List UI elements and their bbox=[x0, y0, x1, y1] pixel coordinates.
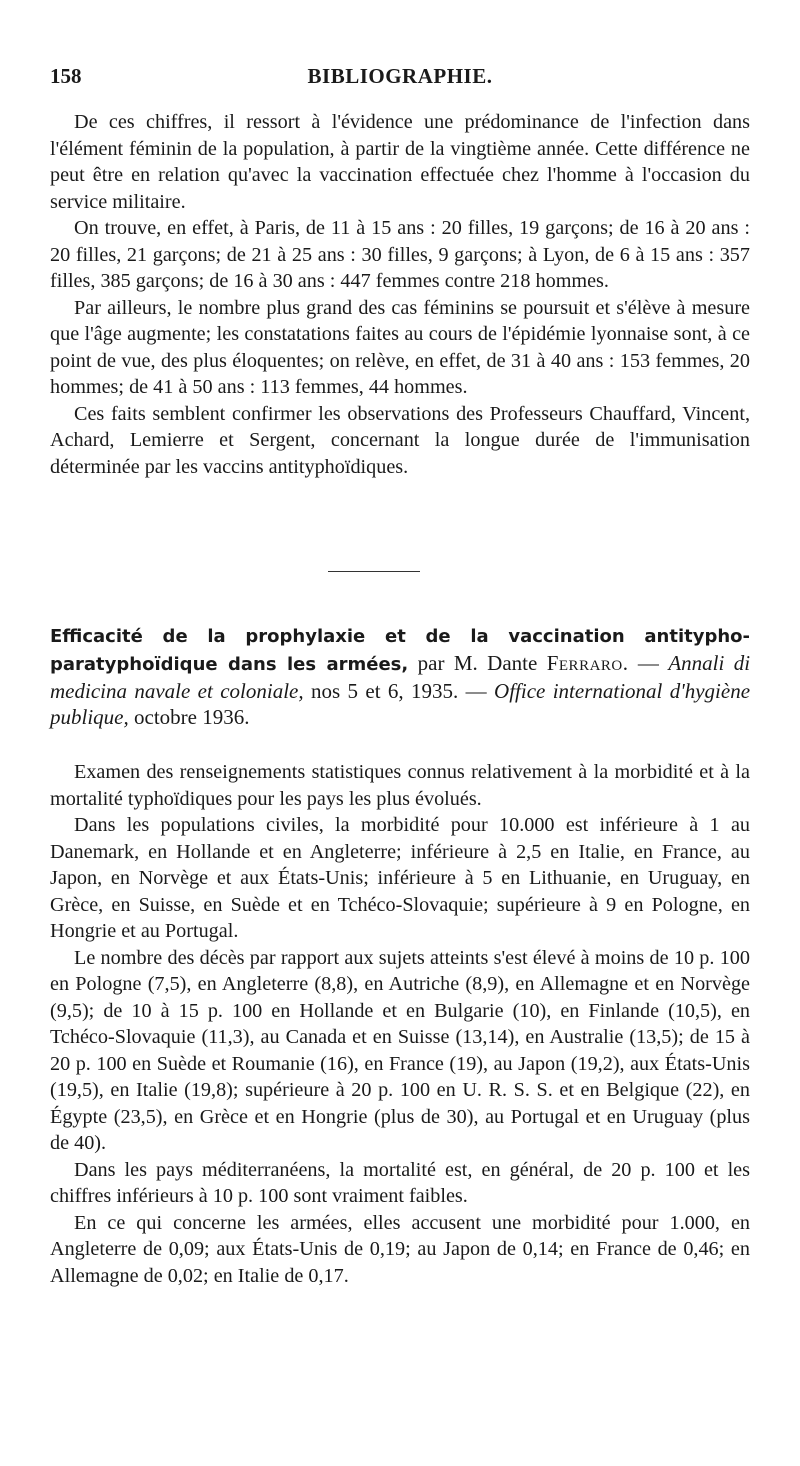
publication-date: octobre 1936. bbox=[134, 705, 250, 729]
journal-issue: nos 5 et 6, 1935. bbox=[310, 679, 459, 703]
paragraph: Examen des renseignements statistiques connus relativement à la morbidité et à la mortalité typhoïdiques pour les pays les plus évolués. bbox=[50, 761, 750, 810]
paragraph: Le nombre des décès par rapport aux sujets atteints s'est élevé à moins de 10 p. 100 en Pologne (7,5), en Angleterre (8,8), en Autriche (8,9), en Allemagne et en Norvège (9,5); de 10 à 15 p. 100 en Hollande et en Bulgarie (10), en Finlande (10,5), en Tchéco-Slovaquie (11,3), au Canada et en Suisse (13,14), en Australie (13,5); de 15 à 20 p. 100 en Suède et Roumanie (16), en France (19), au Japon (19,2), aux États-Unis (19,5), en Italie (19,8); supérieure à 20 p. 100 en U. R. S. S. et en Belgique (22), en Égypte (23,5), en Grèce et en Hongrie (plus de 30), au Portugal et en Uruguay (plus de 40). bbox=[50, 946, 750, 1154]
section-divider bbox=[328, 571, 420, 572]
page-number: 158 bbox=[50, 64, 82, 88]
running-title: BIBLIOGRAPHIE. bbox=[307, 64, 493, 88]
dash: — bbox=[637, 651, 659, 675]
paragraph: Par ailleurs, le nombre plus grand des cas féminins se poursuit et s'élève à mesure que l'âge augmente; les constatations faites au cours de l'épidémie lyonnaise sont, à ce point de vue, des plus éloquentes; on relève, en effet, de 31 à 40 ans : 153 femmes, 20 hommes; de 41 à 50 ans : 113 femmes, 44 hommes. bbox=[50, 296, 750, 398]
review-continuation bbox=[50, 109, 750, 480]
journal-name: Annali di medicina navale et coloniale, bbox=[50, 651, 751, 703]
citation bbox=[50, 622, 750, 730]
dash: — bbox=[465, 679, 487, 703]
review-body bbox=[50, 759, 750, 1289]
publisher-name: Office international d'hygiène publique, bbox=[50, 679, 751, 729]
paragraph: On trouve, en effet, à Paris, de 11 à 15 ans : 20 filles, 19 garçons; de 16 à 20 ans : 20 filles, 21 garçons; de 21 à 25 ans : 30 filles, 9 garçons; à Lyon, de 6 à 15 ans : 357 filles, 385 garçons; de 16 à 30 ans : 447 femmes contre 218 hommes. bbox=[50, 217, 750, 292]
author-surname: Ferraro. bbox=[546, 651, 629, 675]
paragraph: Dans les pays méditerranéens, la mortalité est, en général, de 20 p. 100 et les chiffres inférieurs à 10 p. 100 sont vraiment faibles. bbox=[50, 1158, 750, 1207]
author-prefix: par M. Dante bbox=[417, 651, 538, 675]
paragraph: De ces chiffres, il ressort à l'évidence une prédominance de l'infection dans l'élément féminin de la population, à partir de la vingtième année. Cette différence ne peut être en relation qu'avec la vaccination effectuée chez l'homme à l'occasion du service militaire. bbox=[50, 111, 750, 213]
paragraph: En ce qui concerne les armées, elles accusent une morbidité pour 1.000, en Angleterre de 0,09; aux États-Unis de 0,19; au Japon de 0,14; en France de 0,46; en Allemagne de 0,02; en Italie de 0,17. bbox=[50, 1211, 750, 1287]
paragraph: Ces faits semblent confirmer les observations des Professeurs Chauffard, Vincent, Achard, Lemierre et Sergent, concernant la longue durée de l'immunisation déterminée par les vaccins antityphoïdiques. bbox=[50, 402, 750, 478]
article-title: Efficacité de la prophylaxie et de la vaccination antitypho-paratyphoïdique dans les armées, bbox=[50, 626, 750, 675]
page-header bbox=[50, 64, 750, 96]
paragraph: Dans les populations civiles, la morbidité pour 10.000 est inférieure à 1 au Danemark, en Hollande et en Angleterre; inférieure à 2,5 en Italie, en France, au Japon, en Norvège et aux États-Unis; inférieure à 5 en Lithuanie, en Uruguay, en Grèce, en Suisse, en Suède et en Tchéco-Slovaquie; supérieure à 9 en Pologne, en Hongrie et au Portugal. bbox=[50, 814, 750, 942]
bibliographic-entry bbox=[50, 622, 750, 730]
